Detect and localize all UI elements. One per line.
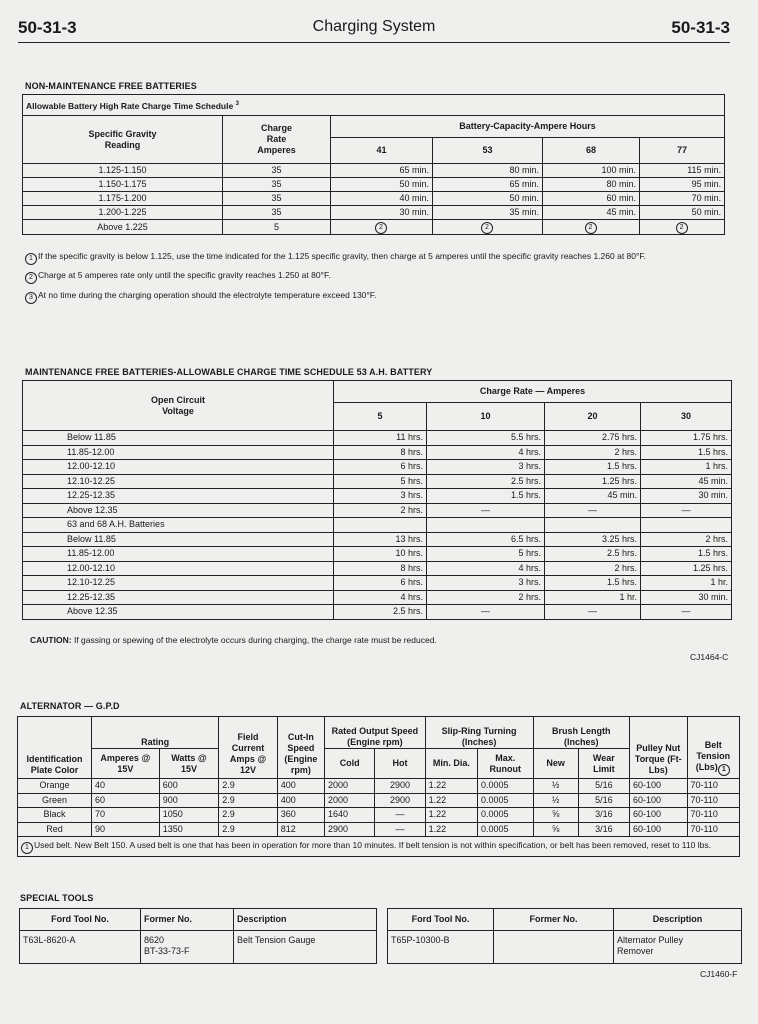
table3-cell: 1.22	[425, 793, 477, 808]
table3-cell: 60-100	[630, 808, 688, 823]
table3-cell: 400	[277, 779, 324, 794]
table1-col-gravity: Specific Gravity Reading	[23, 116, 223, 164]
table3-cell: 60	[91, 793, 159, 808]
table1-cell: 35	[223, 178, 331, 192]
table2-cell: 2 hrs.	[641, 532, 732, 547]
table3-cell: 1350	[159, 822, 219, 837]
table2-cell: 1.5 hrs.	[545, 460, 641, 475]
table2-row	[23, 605, 732, 620]
table2-cell: 1 hrs.	[641, 460, 732, 475]
table3-cell: 1.22	[425, 779, 477, 794]
table3-cell: ⅝	[533, 822, 578, 837]
table1-row	[23, 206, 725, 220]
table3-cell: 0.0005	[478, 808, 533, 823]
table3-h-brush: Brush Length (Inches)	[533, 717, 630, 749]
table2-row	[23, 561, 732, 576]
table2-cell	[427, 518, 545, 533]
tool-former-left: 8620 BT-33-73-F	[141, 931, 234, 964]
table1-cell: 50 min.	[640, 206, 725, 220]
table3-cell: 0.0005	[478, 779, 533, 794]
table3-cell: Orange	[18, 779, 92, 794]
table3-h-wear: Wear Limit	[578, 749, 629, 779]
table3-cell: 3/16	[578, 822, 629, 837]
table2-cell: 63 and 68 A.H. Batteries	[23, 518, 334, 533]
table3-h-new: New	[533, 749, 578, 779]
table2-cell: 11.85-12.00	[23, 547, 334, 562]
note-marker: 2	[676, 222, 688, 234]
table1-cell: 35 min.	[433, 206, 543, 220]
table2-cell: 30 min.	[641, 489, 732, 504]
table2-cell: 6 hrs.	[334, 576, 427, 591]
table2-cell: 8 hrs.	[334, 445, 427, 460]
table2-cell: 3 hrs.	[427, 576, 545, 591]
table2-cell: 12.00-12.10	[23, 561, 334, 576]
table2-row	[23, 518, 732, 533]
table3-row	[18, 822, 740, 837]
table1-cell: 45 min.	[543, 206, 640, 220]
table2-cell: 3 hrs.	[334, 489, 427, 504]
table1-cell: 65 min.	[331, 164, 433, 178]
note-marker: 2	[375, 222, 387, 234]
table1-cell	[640, 220, 725, 235]
table2-cell: 1 hr.	[545, 590, 641, 605]
table1	[22, 94, 725, 235]
table2-rate-5: 5	[334, 403, 427, 431]
table2-cell: 12.25-12.35	[23, 590, 334, 605]
table2-figure-id: CJ1464-C	[690, 652, 729, 662]
table1-cell: 95 min.	[640, 178, 725, 192]
table2-cell: 1.5 hrs.	[641, 445, 732, 460]
table1-cell: Above 1.225	[23, 220, 223, 235]
table3-cell: Red	[18, 822, 92, 837]
table1-col-capacity: Battery-Capacity-Ampere Hours	[331, 116, 725, 138]
note-marker: 2	[481, 222, 493, 234]
table3-h-watts: Watts @ 15V	[159, 749, 219, 779]
table3-cell: 90	[91, 822, 159, 837]
table3-cell: —	[375, 822, 425, 837]
table1-row	[23, 192, 725, 206]
table1-cell: 80 min.	[543, 178, 640, 192]
table1-row	[23, 220, 725, 235]
table3-cell: 2.9	[219, 779, 278, 794]
table1-capacity-41: 41	[331, 138, 433, 164]
table2-col-rate: Charge Rate — Amperes	[334, 381, 732, 403]
table2-row	[23, 503, 732, 518]
table3-section-title: ALTERNATOR — G.P.D	[20, 701, 120, 711]
table1-cell: 30 min.	[331, 206, 433, 220]
page-title: Charging System	[312, 18, 436, 35]
table3-cell: 1640	[325, 808, 375, 823]
table1-cell: 70 min.	[640, 192, 725, 206]
tools-figure-id: CJ1460-F	[700, 969, 738, 979]
belt-note-marker: 1	[718, 764, 730, 776]
table3-cell: 5/16	[578, 793, 629, 808]
table2-cell: 45 min.	[641, 474, 732, 489]
table1-cell: 100 min.	[543, 164, 640, 178]
note-marker-3: 3	[25, 292, 37, 304]
table2-cell: 10 hrs.	[334, 547, 427, 562]
table1-caption: Allowable Battery High Rate Charge Time Schedule $^3$	[23, 95, 725, 116]
table3-cell: 400	[277, 793, 324, 808]
table1-cell: 5	[223, 220, 331, 235]
table3	[17, 716, 740, 857]
table1-row	[23, 178, 725, 192]
table3-cell: 2900	[375, 793, 425, 808]
table2-cell: —	[545, 605, 641, 620]
table2-cell: 2.75 hrs.	[545, 431, 641, 446]
table2-row	[23, 460, 732, 475]
table2-cell: Below 11.85	[23, 532, 334, 547]
tool-desc-left: Belt Tension Gauge	[234, 931, 377, 964]
table3-cell: 2900	[325, 822, 375, 837]
table2-cell: 1.5 hrs.	[427, 489, 545, 504]
table3-cell: 70-110	[687, 822, 739, 837]
table2-rate-30: 30	[641, 403, 732, 431]
table2-cell: 2.5 hrs.	[427, 474, 545, 489]
table1-section-title: NON-MAINTENANCE FREE BATTERIES	[25, 81, 197, 91]
table2-cell: 2 hrs.	[334, 503, 427, 518]
table2-col-voltage: Open Circuit Voltage	[23, 381, 334, 431]
tools-table-right	[387, 908, 742, 964]
table2-cell: 1.25 hrs.	[545, 474, 641, 489]
table2-cell	[545, 518, 641, 533]
table3-h-slip: Slip-Ring Turning (Inches)	[425, 717, 533, 749]
table3-cell: 900	[159, 793, 219, 808]
table1-cell: 35	[223, 192, 331, 206]
table3-h-rating: Rating	[91, 717, 218, 749]
table3-cell: 1.22	[425, 822, 477, 837]
table1-cell: 40 min.	[331, 192, 433, 206]
table2-cell: —	[641, 503, 732, 518]
table3-row	[18, 779, 740, 794]
table3-cell: 70-110	[687, 793, 739, 808]
table2-row	[23, 590, 732, 605]
note-marker-1: 1	[25, 253, 37, 265]
table2-cell: 12.25-12.35	[23, 489, 334, 504]
table3-cell: 360	[277, 808, 324, 823]
table3-h-hot: Hot	[375, 749, 425, 779]
table1-note-2: 2 Charge at 5 amperes rate only until the specific gravity reaches 1.250 at 80°F.	[25, 270, 331, 284]
table2-cell: 1.5 hrs.	[641, 547, 732, 562]
table2-cell: 2.5 hrs.	[545, 547, 641, 562]
table1-capacity-77: 77	[640, 138, 725, 164]
table2-row	[23, 532, 732, 547]
table2-cell: 3 hrs.	[427, 460, 545, 475]
table2-cell: 5 hrs.	[334, 474, 427, 489]
table3-row	[18, 808, 740, 823]
table3-cell: ⅝	[533, 808, 578, 823]
table3-cell: 40	[91, 779, 159, 794]
table3-h-max: Max. Runout	[478, 749, 533, 779]
table3-cell: 2000	[325, 779, 375, 794]
table2-cell: —	[427, 503, 545, 518]
table3-cell: 600	[159, 779, 219, 794]
table1-cell: 35	[223, 164, 331, 178]
table2-cell: Below 11.85	[23, 431, 334, 446]
table2-cell: 12.00-12.10	[23, 460, 334, 475]
table2-cell: 2 hrs.	[545, 445, 641, 460]
table2-cell: 3.25 hrs.	[545, 532, 641, 547]
page-header	[18, 14, 730, 43]
table2-cell: 5.5 hrs.	[427, 431, 545, 446]
tools-h-ford-2: Ford Tool No.	[388, 909, 494, 931]
table2-cell: 13 hrs.	[334, 532, 427, 547]
table3-cell: 1.22	[425, 808, 477, 823]
table2-cell: 6.5 hrs.	[427, 532, 545, 547]
tools-h-ford: Ford Tool No.	[20, 909, 141, 931]
table3-cell: —	[375, 808, 425, 823]
table1-cell	[543, 220, 640, 235]
table1-cell: 50 min.	[331, 178, 433, 192]
table2-cell: 2 hrs.	[545, 561, 641, 576]
tools-h-desc: Description	[234, 909, 377, 931]
table2-cell: —	[545, 503, 641, 518]
table1-cell	[331, 220, 433, 235]
tools-h-former-2: Former No.	[494, 909, 614, 931]
table3-h-belt: Belt Tension (Lbs) 1	[687, 717, 739, 779]
table1-capacity-68: 68	[543, 138, 640, 164]
table2-cell: 11.85-12.00	[23, 445, 334, 460]
caution-note: CAUTION: If gassing or spewing of the electrolyte occurs during charging, the charge rate must be reduced.	[30, 635, 437, 645]
table3-cell: ½	[533, 793, 578, 808]
table1-cell: 80 min.	[433, 164, 543, 178]
table2-cell: 4 hrs.	[427, 561, 545, 576]
table2-cell: 2 hrs.	[427, 590, 545, 605]
table2-row	[23, 445, 732, 460]
table3-h-ident: Identification Plate Color	[18, 717, 92, 779]
table2-cell: 4 hrs.	[427, 445, 545, 460]
table3-cell: 60-100	[630, 822, 688, 837]
table3-h-cutin: Cut-In Speed (Engine rpm)	[277, 717, 324, 779]
tool-former-right	[494, 931, 614, 964]
table2-rate-20: 20	[545, 403, 641, 431]
table3-cell: 60-100	[630, 793, 688, 808]
tools-table-left	[19, 908, 377, 964]
table3-cell: 70-110	[687, 808, 739, 823]
table2-cell: Above 12.35	[23, 605, 334, 620]
table1-cell: 1.175-1.200	[23, 192, 223, 206]
table3-cell: 70-110	[687, 779, 739, 794]
table3-cell: 1050	[159, 808, 219, 823]
table2-cell: 45 min.	[545, 489, 641, 504]
table3-h-pulley: Pulley Nut Torque (Ft-Lbs)	[630, 717, 688, 779]
table1-cell: 115 min.	[640, 164, 725, 178]
table3-cell: Green	[18, 793, 92, 808]
table3-cell: 70	[91, 808, 159, 823]
table3-cell: Black	[18, 808, 92, 823]
tools-h-desc-2: Description	[614, 909, 742, 931]
table1-cell: 60 min.	[543, 192, 640, 206]
table3-cell: 5/16	[578, 779, 629, 794]
table1-cell	[433, 220, 543, 235]
table3-footnote: 1 Used belt. New Belt 150. A used belt is one that has been in operation for more than 10 minutes. If belt tension is not within specification, or belt has been removed, reset to 110 lbs.	[18, 837, 740, 857]
table3-cell: 2.9	[219, 822, 278, 837]
table2-cell: 1.75 hrs.	[641, 431, 732, 446]
table1-col-rate: Charge Rate Amperes	[223, 116, 331, 164]
table2-cell	[641, 518, 732, 533]
tools-h-former: Former No.	[141, 909, 234, 931]
table3-row	[18, 793, 740, 808]
table3-h-cold: Cold	[325, 749, 375, 779]
table2-cell: 12.10-12.25	[23, 576, 334, 591]
table1-cell: 1.150-1.175	[23, 178, 223, 192]
table3-cell: ½	[533, 779, 578, 794]
table3-cell: 2.9	[219, 808, 278, 823]
note-marker: 2	[585, 222, 597, 234]
table3-cell: 2.9	[219, 793, 278, 808]
table2-cell: 8 hrs.	[334, 561, 427, 576]
table2-cell: Above 12.35	[23, 503, 334, 518]
table2-cell: 2.5 hrs.	[334, 605, 427, 620]
table2-cell: 1.25 hrs.	[641, 561, 732, 576]
table2-cell: 30 min.	[641, 590, 732, 605]
table1-capacity-53: 53	[433, 138, 543, 164]
table3-h-amperes: Amperes @ 15V	[91, 749, 159, 779]
table2-row	[23, 576, 732, 591]
table2-cell: 4 hrs.	[334, 590, 427, 605]
page-number-left: 50-31-3	[18, 18, 77, 37]
tools-section-title: SPECIAL TOOLS	[20, 893, 94, 903]
table3-h-min: Min. Dia.	[425, 749, 477, 779]
table2-row	[23, 474, 732, 489]
table3-h-rated: Rated Output Speed (Engine rpm)	[325, 717, 426, 749]
table2-cell: 1.5 hrs.	[545, 576, 641, 591]
table2-row	[23, 547, 732, 562]
table1-cell: 1.200-1.225	[23, 206, 223, 220]
tool-desc-right: Alternator Pulley Remover	[614, 931, 742, 964]
table3-cell: 2900	[375, 779, 425, 794]
table3-cell: 0.0005	[478, 822, 533, 837]
table3-h-field: Field Current Amps @ 12V	[219, 717, 278, 779]
table1-note-3: 3 At no time during the charging operation should the electrolyte temperature exceed 130°F.	[25, 290, 376, 304]
table1-cell: 35	[223, 206, 331, 220]
table1-cell: 50 min.	[433, 192, 543, 206]
table2-row	[23, 431, 732, 446]
note-marker-2: 2	[25, 272, 37, 284]
table1-cell: 65 min.	[433, 178, 543, 192]
tool-ford-right: T65P-10300-B	[388, 931, 494, 964]
page-number-right: 50-31-3	[671, 18, 730, 37]
table2-cell: 6 hrs.	[334, 460, 427, 475]
table2-cell: 11 hrs.	[334, 431, 427, 446]
table1-note-1: 1 If the specific gravity is below 1.125, use the time indicated for the 1.125 specific gravity, then charge at 5 amperes until the specific gravity reaches 1.260 at 80°F.	[25, 251, 646, 265]
table3-cell: 0.0005	[478, 793, 533, 808]
table3-cell: 2000	[325, 793, 375, 808]
footnote-marker: 1	[21, 842, 33, 854]
table1-cell: 1.125-1.150	[23, 164, 223, 178]
table2-cell	[334, 518, 427, 533]
table3-cell: 60-100	[630, 779, 688, 794]
tool-ford-left: T63L-8620-A	[20, 931, 141, 964]
table1-row	[23, 164, 725, 178]
table2-cell: —	[641, 605, 732, 620]
table2-rate-10: 10	[427, 403, 545, 431]
table2-cell: 12.10-12.25	[23, 474, 334, 489]
table3-cell: 812	[277, 822, 324, 837]
table2-cell: —	[427, 605, 545, 620]
table2-cell: 1 hr.	[641, 576, 732, 591]
table2-row	[23, 489, 732, 504]
table2-section-title: MAINTENANCE FREE BATTERIES-ALLOWABLE CHARGE TIME SCHEDULE 53 A.H. BATTERY	[25, 367, 433, 377]
table2	[22, 380, 732, 620]
table2-cell: 5 hrs.	[427, 547, 545, 562]
table3-cell: 3/16	[578, 808, 629, 823]
